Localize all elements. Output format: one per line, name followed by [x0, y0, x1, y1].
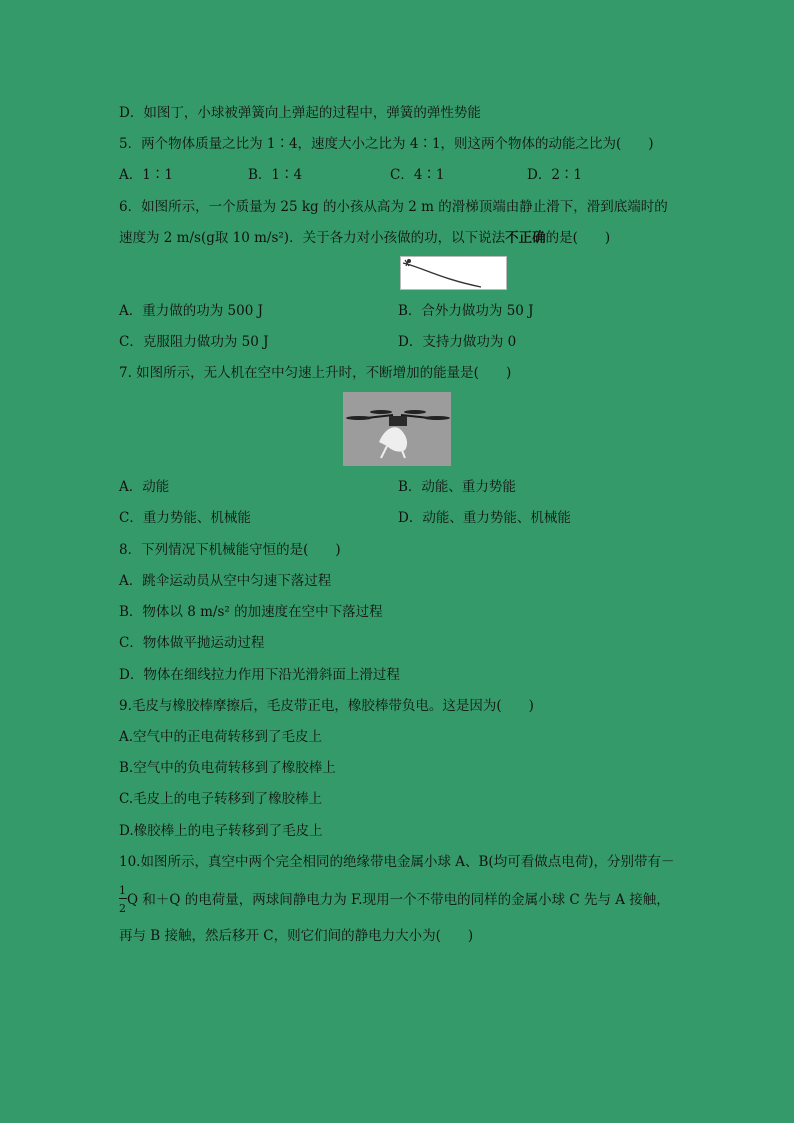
- q5-option-d: D．2∶1: [527, 167, 583, 183]
- q6-option-d: D．支持力做功为 0: [398, 334, 517, 350]
- question-5: 5．两个物体质量之比为 1∶4，速度大小之比为 4∶1，则这两个物体的动能之比为( ): [119, 136, 654, 152]
- fraction-bar: [119, 898, 127, 899]
- question-9: 9.毛皮与橡胶棒摩擦后，毛皮带正电，橡胶棒带负电。这是因为( ): [119, 698, 534, 714]
- q5-option-b: B．1∶4: [248, 167, 303, 183]
- q5-option-c: C．4∶1: [390, 167, 445, 183]
- q8-option-c: C．物体做平抛运动过程: [119, 635, 265, 651]
- slide-figure: [400, 256, 507, 290]
- q10-fraction-numerator: 1: [119, 884, 126, 897]
- q9-option-b: B.空气中的负电荷转移到了橡胶棒上: [119, 760, 336, 776]
- q6-text-pre: 速度为 2 m/s(g取 10 m/s²)．关于各力对小孩做的功，以下说法: [119, 230, 506, 246]
- question-8: 8．下列情况下机械能守恒的是( ): [119, 542, 341, 558]
- q6-emphasis: 不正确: [505, 230, 546, 246]
- q7-option-c: C．重力势能、机械能: [119, 510, 251, 526]
- q5-option-a: A．1∶1: [119, 167, 173, 183]
- q8-option-a: A．跳伞运动员从空中匀速下落过程: [119, 573, 332, 589]
- q6-option-b: B．合外力做功为 50 J: [398, 303, 534, 319]
- q8-option-b: B．物体以 8 m/s² 的加速度在空中下落过程: [119, 604, 383, 620]
- question-10-line-3: 再与 B 接触，然后移开 C，则它们间的静电力大小为( ): [119, 928, 474, 944]
- q8-option-d: D．物体在细线拉力作用下沿光滑斜面上滑过程: [119, 667, 400, 683]
- q9-option-d: D.橡胶棒上的电子转移到了毛皮上: [119, 823, 323, 839]
- question-7: 7. 如图所示，无人机在空中匀速上升时，不断增加的能量是( ): [119, 365, 512, 381]
- question-10-line-1: 10.如图所示，真空中两个完全相同的绝缘带电金属小球 A、B(均可看做点电荷)，分别带有－: [119, 854, 675, 870]
- question-10-line-2: Q 和＋Q 的电荷量，两球间静电力为 F.现用一个不带电的同样的金属小球 C 先与 A 接触，: [127, 892, 670, 908]
- q7-option-d: D．动能、重力势能、机械能: [398, 510, 571, 526]
- question-6-line-1: 6．如图所示，一个质量为 25 kg 的小孩从高为 2 m 的滑梯顶端由静止滑下，滑到底端时的: [119, 199, 668, 215]
- q7-option-a: A．动能: [119, 479, 170, 495]
- q6-option-c: C．克服阻力做功为 50 J: [119, 334, 269, 350]
- drone-image: [343, 392, 451, 466]
- question-6-line-2: [119, 229, 610, 247]
- option-d-previous: D．如图丁，小球被弹簧向上弹起的过程中，弹簧的弹性势能: [119, 105, 481, 121]
- q7-option-b: B．动能、重力势能: [398, 479, 516, 495]
- q9-option-a: A.空气中的正电荷转移到了毛皮上: [119, 729, 323, 745]
- q6-option-a: A．重力做的功为 500 J: [119, 303, 264, 319]
- q6-text-post: 的是( ): [545, 230, 611, 246]
- q9-option-c: C.毛皮上的电子转移到了橡胶棒上: [119, 791, 323, 807]
- q10-fraction-denominator: 2: [119, 902, 126, 915]
